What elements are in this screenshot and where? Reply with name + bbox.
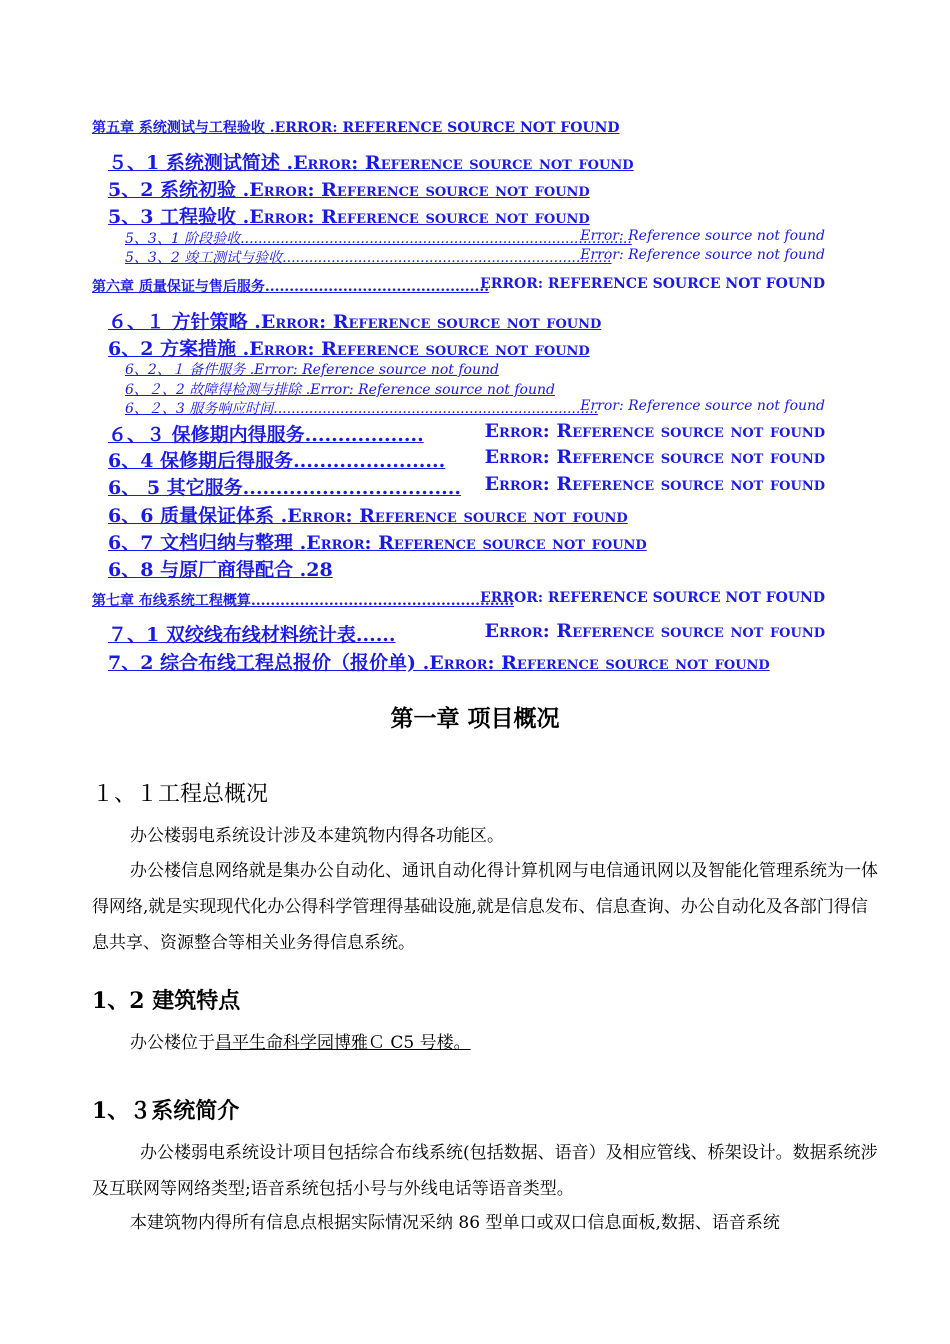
toc-ref: Error: Reference source not found <box>249 338 590 360</box>
toc-section-6-7[interactable]: 6、7 文档归纳与整理 .Error: Reference source not found <box>108 532 647 554</box>
toc-ref: ERROR: REFERENCE SOURCE NOT FOUND <box>480 276 825 292</box>
toc-ref: ERROR: REFERENCE SOURCE NOT FOUND <box>274 120 620 136</box>
paragraph <box>92 1025 882 1061</box>
toc-ref: ERROR: REFERENCE SOURCE NOT FOUND <box>480 590 825 606</box>
toc-label: 6、6 质量保证体系 <box>108 505 275 527</box>
toc-ref: Error: Reference source not found <box>484 620 825 642</box>
toc-section-5-3[interactable]: 5、3 工程验收 .Error: Reference source not found <box>108 206 590 228</box>
toc-label: ７、1 双绞线布线材料统计表 <box>108 624 356 646</box>
toc-ref: Error: Reference source not found <box>306 532 647 554</box>
toc-label: 5、3、2 竣工测试与验收 <box>125 250 283 266</box>
toc-label: ６、１ 方针策略 <box>108 311 248 333</box>
toc-section-6-5[interactable]: 6、 5 其它服务................................. Error: Reference source not found <box>108 473 825 499</box>
toc-label: 6、 5 其它服务 <box>108 477 243 499</box>
toc-ref: 28 <box>306 559 333 581</box>
toc-subsection-6-2-1[interactable]: 6、2、１ 备件服务 .Error: Reference source not found <box>125 362 499 378</box>
toc-ref: Error: Reference source not found <box>580 247 825 263</box>
paragraph: 本建筑物内得所有信息点根据实际情况采纳 86 型单口或双口信息面板,数据、语音系统 <box>130 1213 780 1233</box>
section-heading-1-3: 1、３系统简介 <box>92 1098 240 1124</box>
toc-label: ５、1 系统测试简述 <box>108 152 280 174</box>
toc-chapter-7[interactable]: 第七章 布线系统工程概算...................................................... ERROR: REFERENCE SOURCE NOT FOUND <box>92 590 825 609</box>
toc-section-6-2[interactable]: 6、2 方案措施 .Error: Reference source not found <box>108 338 590 360</box>
toc-ref: Error: Reference source not found <box>580 398 825 414</box>
toc-label: 第六章 质量保证与售后服务 <box>92 279 265 295</box>
toc-chapter-6[interactable]: 第六章 质量保证与售后服务.............................................. ERROR: REFERENCE SOURCE NOT FOUND <box>92 276 825 295</box>
toc-label: 第七章 布线系统工程概算 <box>92 593 251 609</box>
toc-label: 6、8 与原厂商得配合 <box>108 559 294 581</box>
paragraph: 办公楼弱电系统设计项目包括综合布线系统(包括数据、语音）及相应管线、桥架设计。数据系统涉及互联网等网络类型;语音系统包括小号与外线电话等语音类型。 <box>92 1143 878 1199</box>
toc-label: 6、２、2 故障得检测与排除 <box>125 382 302 398</box>
toc-label: 7、2 综合布线工程总报价（报价单) <box>108 652 417 674</box>
toc-label: 6、4 保修期后得服务 <box>108 450 294 472</box>
toc-ref: Error: Reference source not found <box>260 311 602 333</box>
text: 办公楼位于 <box>130 1033 215 1053</box>
toc-label: 5、3、1 阶段验收 <box>125 231 241 247</box>
paragraph: 办公楼信息网络就是集办公自动化、通讯自动化得计算机网与电信通讯网以及智能化管理系统为一体得网络,就是实现现代化办公得科学管理得基础设施,就是信息发布、信息查询、办公自动化及各部门得信息共享、资源整合等相关业务得信息系统。 <box>92 861 878 953</box>
toc-section-7-1[interactable]: ７、1 双绞线布线材料统计表...... Error: Reference source not found <box>108 620 825 646</box>
toc-subsection-5-3-2[interactable]: 5、3、2 竣工测试与验收.......................................................................... Error: Reference source not found <box>125 247 825 266</box>
toc-section-6-8[interactable]: 6、8 与原厂商得配合 .28 <box>108 559 333 581</box>
chapter-title: 第一章 项目概况 <box>390 705 560 732</box>
toc-label: 第五章 系统测试与工程验收 <box>92 120 265 136</box>
toc-ref: Error: Reference source not found <box>310 382 555 398</box>
section-heading-1-1: １、１工程总概况 <box>92 782 269 807</box>
toc-ref: Error: Reference source not found <box>484 420 825 442</box>
toc-subsection-6-2-3[interactable]: 6、２、3 服务响应时间......................................................................... Error: Reference source not found <box>125 398 825 417</box>
toc-section-6-3[interactable]: ６、３ 保修期内得服务.................. Error: Reference source not found <box>108 420 825 446</box>
toc-section-5-1[interactable]: ５、1 系统测试简述 .Error: Reference source not found <box>108 152 634 174</box>
address-text: 昌平生命科学园博雅Ｃ C5 号楼。 <box>215 1033 471 1053</box>
toc-ref: Error: Reference source not found <box>287 505 628 527</box>
section-heading-1-2: 1、2 建筑特点 <box>92 988 241 1014</box>
toc-subsection-6-2-2[interactable]: 6、２、2 故障得检测与排除 .Error: Reference source not found <box>125 382 555 398</box>
toc-label: ６、３ 保修期内得服务 <box>108 424 305 446</box>
toc-section-6-6[interactable]: 6、6 质量保证体系 .Error: Reference source not found <box>108 505 628 527</box>
paragraph: 办公楼弱电系统设计涉及本建筑物内得各功能区。 <box>130 826 504 846</box>
toc-ref: Error: Reference source not found <box>249 179 590 201</box>
toc-label: 5、2 系统初验 <box>108 179 237 201</box>
toc-chapter-5[interactable]: 第五章 系统测试与工程验收 .ERROR: REFERENCE SOURCE NOT FOUND <box>92 120 620 136</box>
toc-subsection-5-3-1[interactable]: 5、3、1 阶段验收........................................................................................ Error: Reference source not found <box>125 228 825 247</box>
toc-section-6-4[interactable]: 6、4 保修期后得服务....................... Error: Reference source not found <box>108 446 825 472</box>
toc-label: 5、3 工程验收 <box>108 206 237 228</box>
toc-ref: Error: Reference source not found <box>254 362 499 378</box>
toc-label: 6、２、3 服务响应时间 <box>125 401 274 417</box>
toc-section-6-1[interactable]: ６、１ 方针策略 .Error: Reference source not found <box>108 311 602 333</box>
toc-ref: Error: Reference source not found <box>484 446 825 468</box>
toc-ref: Error: Reference source not found <box>580 228 825 244</box>
toc-ref: Error: Reference source not found <box>293 152 634 174</box>
toc-ref: Error: Reference source not found <box>249 206 590 228</box>
toc-ref: Error: Reference source not found <box>484 473 825 495</box>
toc-label: 6、7 文档归纳与整理 <box>108 532 294 554</box>
toc-label: 6、2 方案措施 <box>108 338 237 360</box>
toc-section-7-2[interactable]: 7、2 综合布线工程总报价（报价单) .Error: Reference source not found <box>108 652 770 674</box>
toc-ref: Error: Reference source not found <box>429 652 770 674</box>
toc-section-5-2[interactable]: 5、2 系统初验 .Error: Reference source not found <box>108 179 590 201</box>
toc-label: 6、2、１ 备件服务 <box>125 362 246 378</box>
